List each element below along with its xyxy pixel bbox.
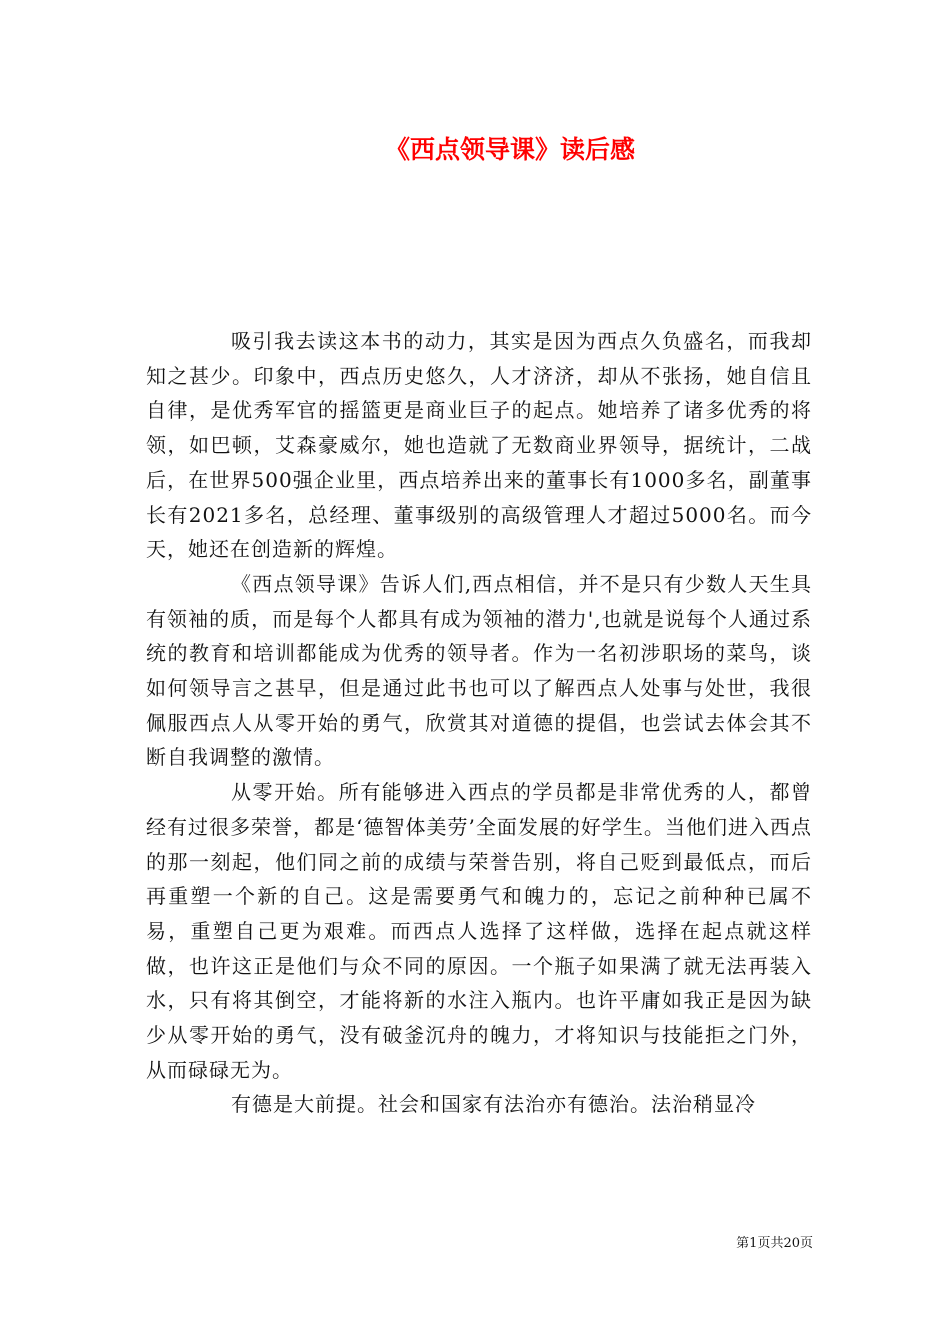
- document-body: [146, 324, 812, 1122]
- paragraph-1: 吸引我去读这本书的动力，其实是因为西点久负盛名，而我却知之甚少。印象中，西点历史悠久，人才济济，却从不张扬，她自信且自律，是优秀军官的摇篮更是商业巨子的起点。她培养了诸多优秀的将领，如巴顿，艾森豪威尔，她也造就了无数商业界领导，据统计，二战后，在世界500强企业里，西点培养出来的董事长有1000多名，副董事长有2021多名，总经理、董事级别的高级管理人才超过5000名。而今天，她还在创造新的辉煌。: [146, 329, 812, 562]
- paragraph-3: 从零开始。所有能够进入西点的学员都是非常优秀的人，都曾经有过很多荣誉，都是‘德智体美劳’全面发展的好学生。当他们进入西点的那一刻起，他们同之前的成绩与荣誉告别，将自己贬到最低点，而后再重塑一个新的自己。这是需要勇气和魄力的，忘记之前种种已属不易，重塑自己更为艰难。而西点人选择了这样做，选择在起点就这样做，也许这正是他们与众不同的原因。一个瓶子如果满了就无法再装入水，只有将其倒空，才能将新的水注入瓶内。也许平庸如我正是因为缺少从零开始的勇气，没有破釜沉舟的魄力，才将知识与技能拒之门外，从而碌碌无为。: [146, 780, 812, 1082]
- paragraph-4: 有德是大前提。社会和国家有法治亦有德治。法治稍显冷: [231, 1092, 756, 1117]
- page-number-footer: 第1页共20页: [736, 1236, 813, 1251]
- document-title: 《西点领导课》读后感: [384, 135, 635, 164]
- paragraph-2: 《西点领导课》告诉人们,西点相信，并不是只有少数人天生具有领袖的质，而是每个人都具有成为领袖的潜力',也就是说每个人通过系统的教育和培训都能成为优秀的领导者。作为一名初涉职场的菜鸟，谈如何领导言之甚早，但是通过此书也可以了解西点人处事与处世，我很佩服西点人从零开始的勇气，欣赏其对道德的提倡，也尝试去体会其不断自我调整的激情。: [146, 571, 812, 770]
